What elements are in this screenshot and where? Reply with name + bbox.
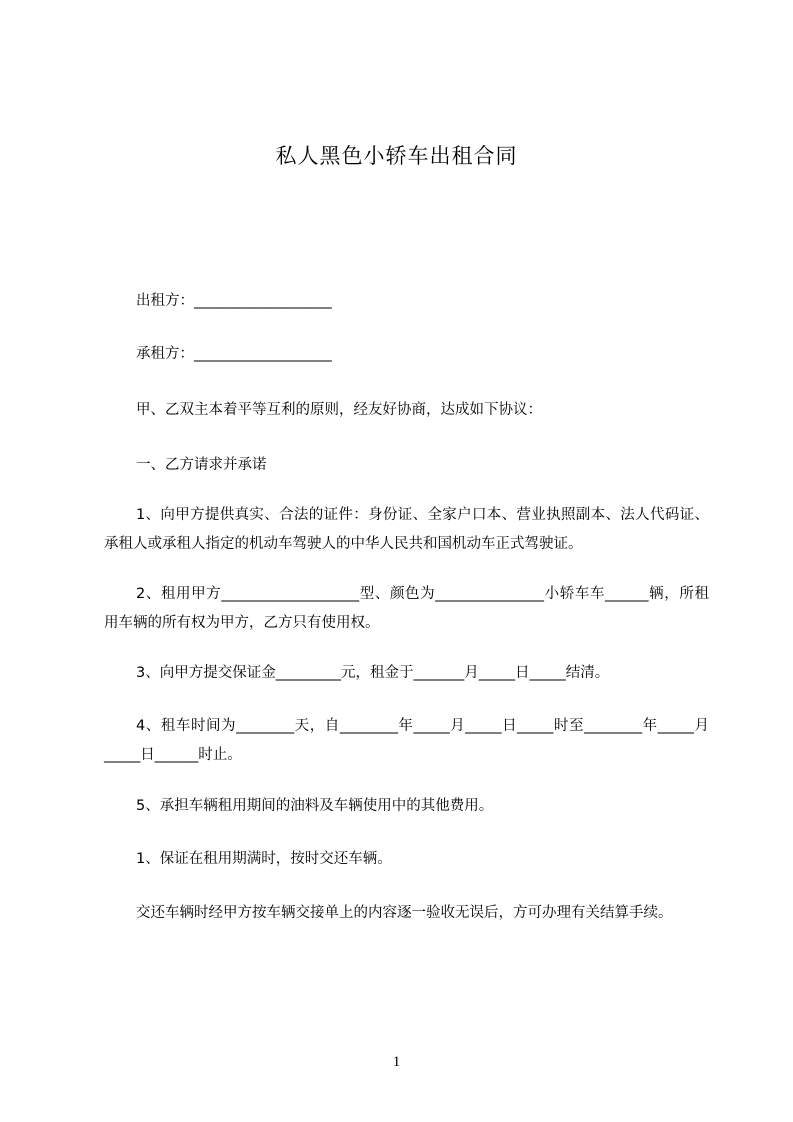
document-title: 私人黑色小轿车出租合同 <box>275 144 518 168</box>
clause-1-paragraph: 1、向甲方提供真实、合法的证件：身份证、全家户口本、营业执照副本、法人代码证、承租人或承租人指定的机动车驾驶人的中华人民共和国机动车正式驾驶证。 <box>104 507 709 552</box>
preamble-text: 甲、乙双主本着平等互利的原则，经友好协商，达成如下协议： <box>136 402 542 418</box>
clause-3-paragraph: 3、向甲方提交保证金_________元，租金于_______月_____日_____结清。 <box>136 665 610 681</box>
clause-4-paragraph: 4、租车时间为________天，自________年_____月_____日_____时至________年_____月_____日______时止。 <box>104 718 709 763</box>
lessor-line: 出租方：___________________ <box>136 293 332 309</box>
clause-5-paragraph: 5、承担车辆租用期间的油料及车辆使用中的其他费用。 <box>136 798 494 814</box>
clause-7-paragraph: 交还车辆时经甲方按车辆交接单上的内容逐一验收无误后，方可办理有关结算手续。 <box>136 905 673 921</box>
page-number: 1 <box>392 1054 401 1070</box>
section-1-heading: 一、乙方请求并承诺 <box>136 457 267 473</box>
clause-6-paragraph: 1、保证在租用期满时，按时交还车辆。 <box>136 851 392 867</box>
clause-2-paragraph: 2、租用甲方___________________型、颜色为_______________小轿车车______辆，所租用车辆的所有权为甲方，乙方只有使用权。 <box>104 586 709 631</box>
lessee-line: 承租方：___________________ <box>136 346 332 362</box>
